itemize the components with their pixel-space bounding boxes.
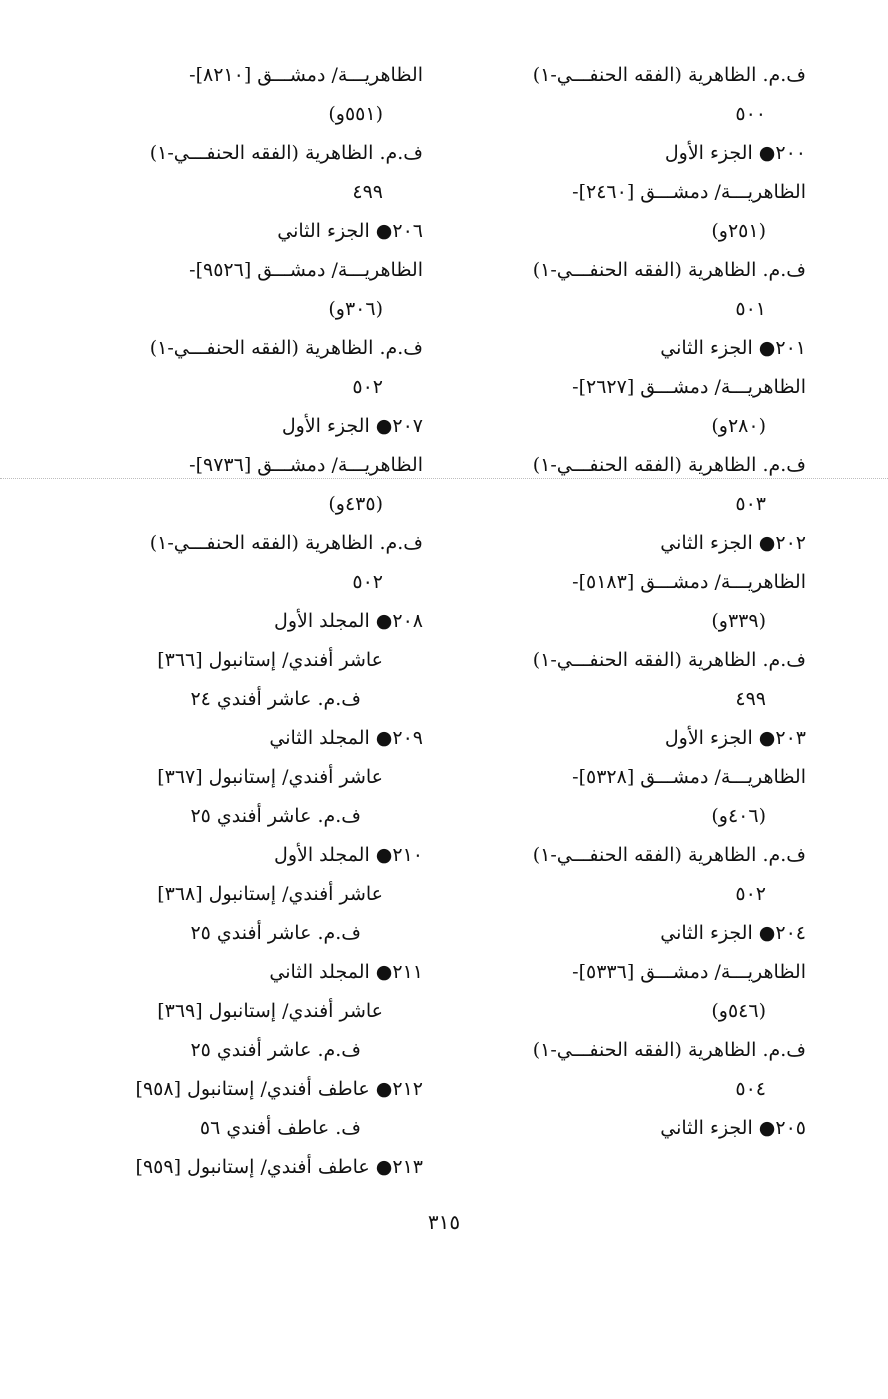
right-column-line: ٢٠٤● الجزء الثاني [660, 922, 806, 944]
right-column-line: الظاهريـــة/ دمشـــق [٢٦٢٧]- [572, 376, 806, 398]
right-column-line: ف.م. الظاهرية (الفقه الحنفـــي-١) [532, 844, 806, 866]
left-column-line: عاشر أفندي/ إستانبول [٣٦٨] [157, 883, 383, 905]
left-column-line: الظاهريـــة/ دمشـــق [٩٥٢٦]- [189, 259, 423, 281]
right-column-line: ٢٠٣● الجزء الأول [664, 727, 806, 749]
right-column-line: ٥٠٠ [735, 103, 766, 125]
right-column-line: (٢٨٠و) [711, 415, 766, 437]
left-column-line: ٢٠٩● المجلد الثاني [269, 727, 423, 749]
right-column-line: ٢٠١● الجزء الثاني [660, 337, 806, 359]
left-column-line: (٣٠٦و) [328, 298, 383, 320]
right-column-line: ف.م. الظاهرية (الفقه الحنفـــي-١) [532, 64, 806, 86]
right-column-line: (٢٥١و) [711, 220, 766, 242]
left-column [78, 56, 423, 1187]
left-column-line: ف.م. عاشر أفندي ٢٤ [190, 688, 361, 710]
right-column-line: ف.م. الظاهرية (الفقه الحنفـــي-١) [532, 259, 806, 281]
right-column-line: ٢٠٠● الجزء الأول [664, 142, 806, 164]
left-column-line: ف.م. عاشر أفندي ٢٥ [190, 922, 361, 944]
right-column-line: ف.م. الظاهرية (الفقه الحنفـــي-١) [532, 649, 806, 671]
left-column-line: ف.م. الظاهرية (الفقه الحنفـــي-١) [149, 532, 423, 554]
left-column-line: ٢١٢● عاطف أفندي/ إستانبول [٩٥٨] [135, 1078, 423, 1100]
right-column-line: ف.م. الظاهرية (الفقه الحنفـــي-١) [532, 454, 806, 476]
right-column-line: ف.م. الظاهرية (الفقه الحنفـــي-١) [532, 1039, 806, 1061]
right-column-line: ٥٠٣ [735, 493, 766, 515]
left-column-line: ف.م. الظاهرية (الفقه الحنفـــي-١) [149, 337, 423, 359]
left-column-line: ٥٠٢ [352, 376, 383, 398]
left-column-line: ٥٠٢ [352, 571, 383, 593]
left-column-line: ٢١٠● المجلد الأول [274, 844, 423, 866]
left-column-line: ٢٠٨● المجلد الأول [274, 610, 423, 632]
left-column-line: عاشر أفندي/ إستانبول [٣٦٩] [157, 1000, 383, 1022]
left-column-line: الظاهريـــة/ دمشـــق [٨٢١٠]- [189, 64, 423, 86]
left-column-line: عاشر أفندي/ إستانبول [٣٦٦] [157, 649, 383, 671]
right-column-line: (٥٤٦و) [711, 1000, 766, 1022]
right-column-line: ٥٠٢ [735, 883, 766, 905]
left-column-line: (٥٥١و) [328, 103, 383, 125]
right-column-line: (٣٣٩و) [711, 610, 766, 632]
left-column-line: ف.م. عاشر أفندي ٢٥ [190, 805, 361, 827]
right-column-line: الظاهريـــة/ دمشـــق [٥١٨٣]- [572, 571, 806, 593]
left-column-line: عاشر أفندي/ إستانبول [٣٦٧] [157, 766, 383, 788]
right-column-line: ٢٠٢● الجزء الثاني [660, 532, 806, 554]
left-column-line: ٢٠٧● الجزء الأول [281, 415, 423, 437]
left-column-line: ٢١٣● عاطف أفندي/ إستانبول [٩٥٩] [135, 1156, 423, 1178]
left-column-line: ف.م. الظاهرية (الفقه الحنفـــي-١) [149, 142, 423, 164]
right-column-line: ٤٩٩ [735, 688, 766, 710]
right-column-line: ٥٠١ [735, 298, 766, 320]
left-column-line: (٤٣٥و) [328, 493, 383, 515]
right-column [466, 56, 806, 1148]
right-column-line: (٤٠٦و) [711, 805, 766, 827]
right-column-line: الظاهريـــة/ دمشـــق [٥٣٣٦]- [572, 961, 806, 983]
page-number: ٣١٥ [427, 1210, 461, 1234]
right-column-line: الظاهريـــة/ دمشـــق [٥٣٢٨]- [572, 766, 806, 788]
right-column-line: الظاهريـــة/ دمشـــق [٢٤٦٠]- [572, 181, 806, 203]
left-column-line: ٤٩٩ [352, 181, 383, 203]
left-column-line: ف. عاطف أفندي ٥٦ [199, 1117, 361, 1139]
left-column-line: ٢١١● المجلد الثاني [269, 961, 423, 983]
right-column-line: ٥٠٤ [735, 1078, 766, 1100]
right-column-line: ٢٠٥● الجزء الثاني [660, 1117, 806, 1139]
left-column-line: ف.م. عاشر أفندي ٢٥ [190, 1039, 361, 1061]
left-column-line: ٢٠٦● الجزء الثاني [277, 220, 423, 242]
left-column-line: الظاهريـــة/ دمشـــق [٩٧٣٦]- [189, 454, 423, 476]
